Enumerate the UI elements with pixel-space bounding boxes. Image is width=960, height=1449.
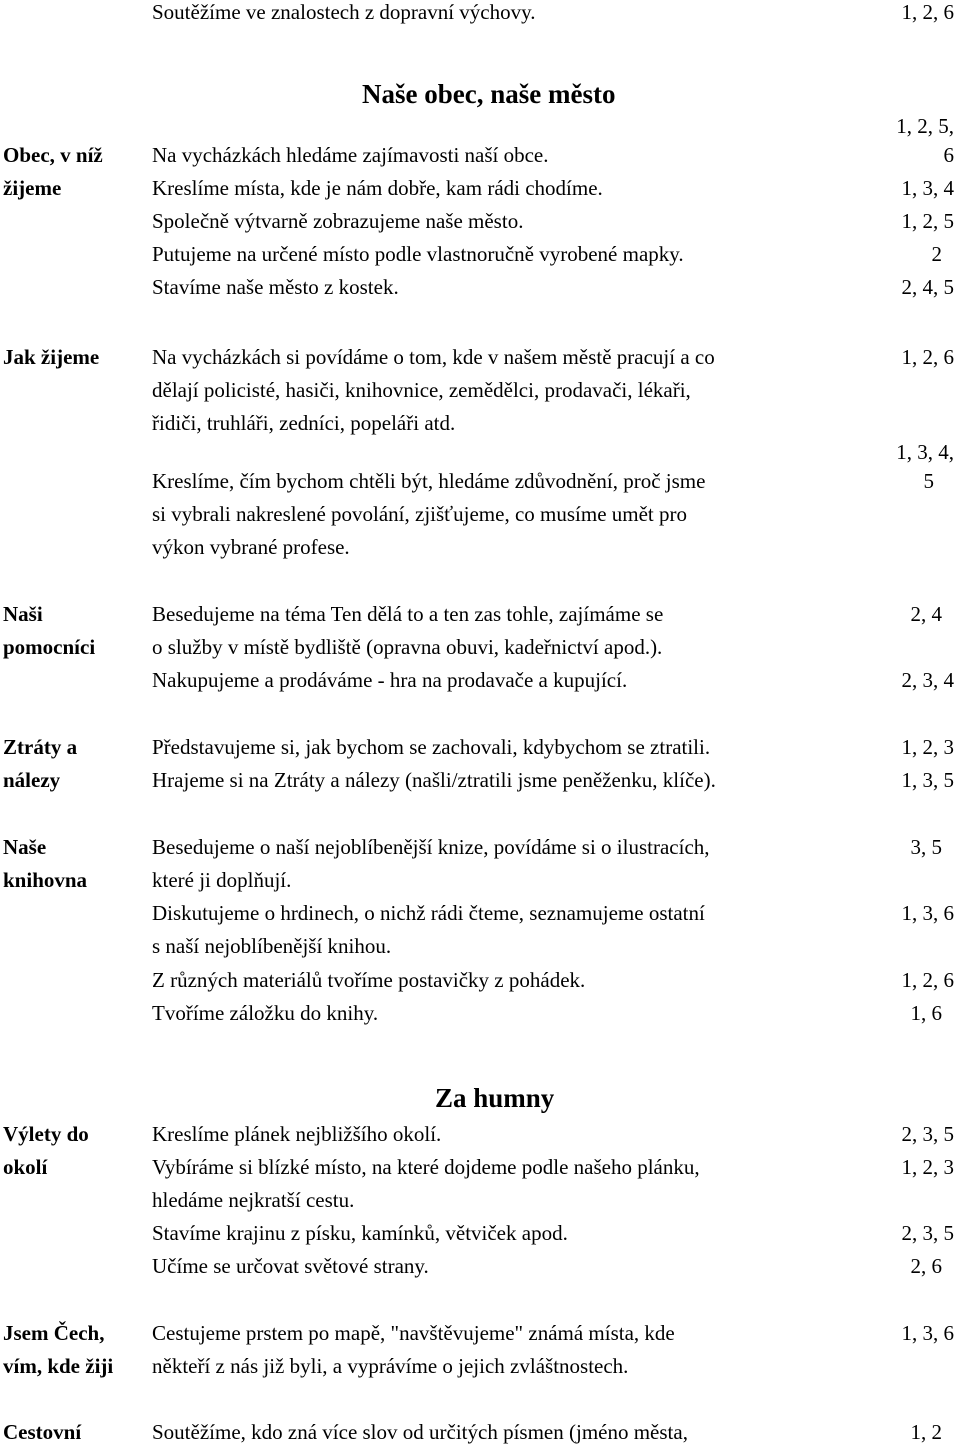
activity-codes: 1, 3, 5 [901,768,954,792]
activity-codes: 3, 5 [910,835,942,859]
activity-codes: 1, 6 [910,1001,942,1025]
activity-text: Hrajeme si na Ztráty a nálezy (našli/ztratili jsme peněženku, klíče). [152,768,716,792]
activity-text: dělají policisté, hasiči, knihovnice, zemědělci, prodavači, lékaři, [152,378,691,402]
activity-codes: 2 [931,242,942,266]
topic-label: okolí [3,1155,48,1179]
activity-codes: 5 [923,469,934,493]
topic-label: Jak žijeme [3,345,100,369]
activity-codes: 6 [943,143,954,167]
activity-text: hledáme nejkratší cestu. [152,1188,355,1212]
activity-codes: 1, 2, 5, [896,114,954,138]
activity-text: Kreslíme plánek nejbližšího okolí. [152,1122,442,1146]
section-title: Naše obec, naše město [362,79,616,109]
activity-codes: 1, 2, 6 [901,968,954,992]
activity-codes: 2, 3, 5 [901,1221,954,1245]
topic-label: Naše [3,835,47,859]
activity-text: Z různých materiálů tvoříme postavičky z pohádek. [152,968,586,992]
topic-label: Ztráty a [3,735,78,759]
activity-text: Stavíme naše město z kostek. [152,275,399,299]
activity-text: Diskutujeme o hrdinech, o nichž rádi čteme, seznamujeme ostatní [152,901,705,925]
activity-text: výkon vybrané profese. [152,535,350,559]
activity-text: Na vycházkách hledáme zajímavosti naší obce. [152,143,549,167]
topic-label: žijeme [3,176,62,200]
activity-codes: 2, 3, 5 [901,1122,954,1146]
topic-label: Jsem Čech, [3,1321,105,1345]
activity-codes: 1, 3, 4 [901,176,954,200]
activity-text: někteří z nás již byli, a vyprávíme o jejich zvláštnostech. [152,1354,629,1378]
topic-label: nálezy [3,768,61,792]
activity-text: Stavíme krajinu z písku, kamínků, větviček apod. [152,1221,568,1245]
activity-text: Nakupujeme a prodáváme - hra na prodavače a kupující. [152,668,628,692]
activity-text: Kreslíme místa, kde je nám dobře, kam rádi chodíme. [152,176,603,200]
activity-codes: 1, 3, 6 [901,901,954,925]
activity-text: Besedujeme na téma Ten dělá to a ten zas tohle, zajímáme se [152,602,664,626]
activity-text: Soutěžíme, kdo zná více slov od určitých písmen (jméno města, [152,1420,688,1444]
topic-label: knihovna [3,868,88,892]
topic-label: pomocníci [3,635,96,659]
activity-text: Cestujeme prstem po mapě, "navštěvujeme" známá místa, kde [152,1321,675,1345]
topic-label: vím, kde žiji [3,1354,114,1378]
activity-text: Soutěžíme ve znalostech z dopravní výchovy. [152,0,536,24]
activity-codes: 1, 2, 6 [901,345,954,369]
activity-codes: 1, 2, 3 [901,735,954,759]
section-title: Za humny [435,1083,555,1113]
activity-text: o služby v místě bydliště (opravna obuvi, kadeřnictví apod.). [152,635,663,659]
activity-codes: 2, 3, 4 [901,668,954,692]
topic-label: Obec, v níž [3,143,103,167]
activity-text: Na vycházkách si povídáme o tom, kde v našem městě pracují a co [152,345,715,369]
activity-codes: 1, 3, 6 [901,1321,954,1345]
activity-text: které ji doplňují. [152,868,292,892]
activity-codes: 1, 2, 3 [901,1155,954,1179]
activity-codes: 1, 2, 5 [901,209,954,233]
activity-text: Besedujeme o naší nejoblíbenější knize, povídáme si o ilustracích, [152,835,710,859]
activity-codes: 2, 4 [910,602,942,626]
activity-text: si vybrali nakreslené povolání, zjišťujeme, co musíme umět pro [152,502,688,526]
activity-codes: 1, 2 [910,1420,942,1444]
activity-text: Vybíráme si blízké místo, na které dojdeme podle našeho plánku, [152,1155,700,1179]
activity-text: Putujeme na určené místo podle vlastnoručně vyrobené mapky. [152,242,684,266]
topic-label: Naši [3,602,43,626]
activity-text: Představujeme si, jak bychom se zachovali, kdybychom se ztratili. [152,735,711,759]
activity-text: Kreslíme, čím bychom chtěli být, hledáme zdůvodnění, proč jsme [152,469,706,493]
activity-codes: 1, 3, 4, [896,440,954,464]
activity-codes: 2, 6 [910,1254,942,1278]
topic-label: Cestovní [3,1420,82,1444]
activity-text: řidiči, truhláři, zedníci, popeláři atd. [152,411,456,435]
activity-text: Společně výtvarně zobrazujeme naše město. [152,209,524,233]
activity-text: s naší nejoblíbenější knihou. [152,934,392,958]
activity-codes: 1, 2, 6 [901,0,954,24]
activity-text: Tvoříme záložku do knihy. [152,1001,379,1025]
activity-text: Učíme se určovat světové strany. [152,1254,429,1278]
topic-label: Výlety do [3,1122,89,1146]
activity-codes: 2, 4, 5 [901,275,954,299]
